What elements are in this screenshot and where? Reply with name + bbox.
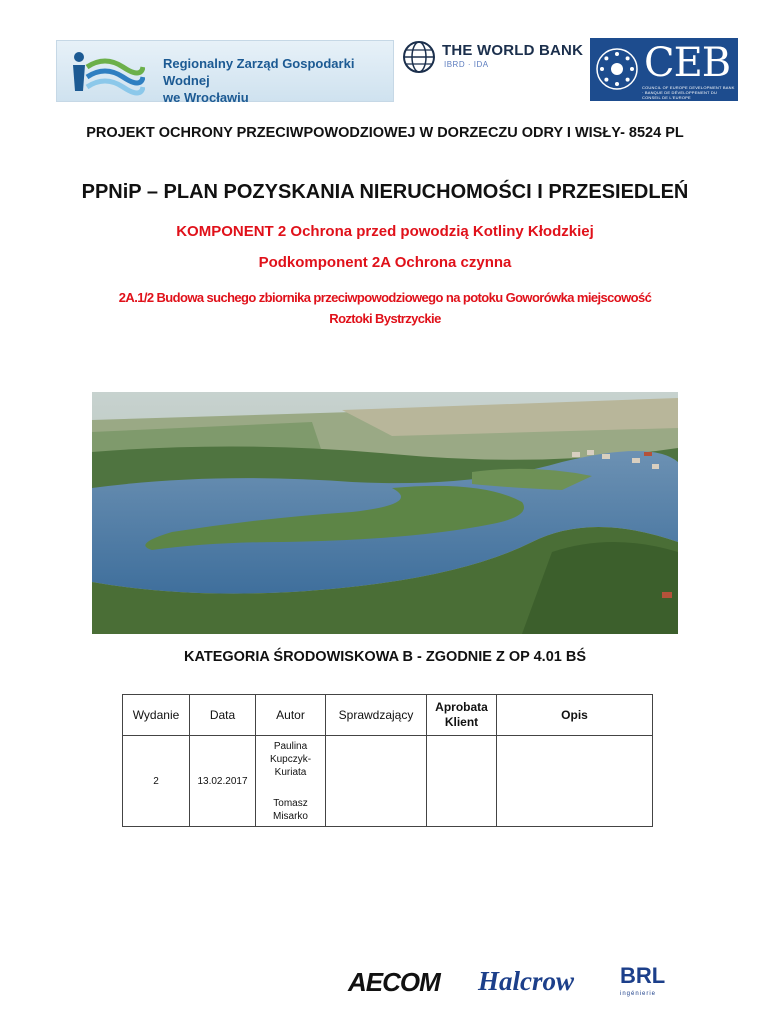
cell-aprobata [427, 736, 497, 827]
brl-logo-sub: ingénierie [620, 991, 657, 997]
project-title: PROJEKT OCHRONY PRZECIWPOWODZIOWEJ W DORZECZU ODRY I WISŁY- 8524 PL [86, 125, 684, 141]
world-bank-name: THE WORLD BANK [442, 42, 584, 59]
cell-sprawdzajacy [326, 736, 427, 827]
task-title [40, 287, 730, 329]
header-klient: Klient [444, 715, 479, 729]
world-bank-logo [402, 38, 584, 78]
header-data: Data [190, 695, 256, 736]
halcrow-logo: Halcrow [478, 966, 575, 996]
plan-title: PPNiP – PLAN POZYSKANIA NIERUCHOMOŚCI I PRZESIEDLEŃ [81, 181, 689, 203]
brl-logo-letters: BRL [620, 963, 666, 988]
rzgw-logo-text [163, 55, 393, 106]
author-1-line3: Kuriata [274, 766, 307, 778]
cell-wydanie: 2 [123, 736, 190, 827]
header-aprobata: Aprobata [435, 700, 488, 714]
author-1-line2: Kupczyk- [269, 753, 312, 765]
author-2-line1: Tomasz [273, 797, 308, 809]
rzgw-logo-line2: we Wrocławiu [163, 90, 249, 105]
cell-autor [256, 736, 326, 827]
brl-logo [618, 963, 678, 1003]
aecom-logo: AECOM [348, 967, 440, 997]
globe-icon [402, 40, 436, 74]
table-header-row [123, 695, 653, 736]
cell-opis [497, 736, 653, 827]
header-aprobata-klient [427, 695, 497, 736]
task-title-line2: Roztoki Bystrzyckie [329, 311, 441, 326]
header-wydanie: Wydanie [123, 695, 190, 736]
component-title: KOMPONENT 2 Ochrona przed powodzią Kotliny Kłodzkiej [176, 223, 594, 240]
ceb-logo [590, 38, 738, 101]
environmental-category: KATEGORIA ŚRODOWISKOWA B - ZGODNIE Z OP 4.01 BŚ [183, 649, 586, 665]
ceb-caption: COUNCIL OF EUROPE DEVELOPMENT BANK · BANQUE DE DÉVELOPPEMENT DU CONSEIL DE L'EUROPE [642, 85, 735, 100]
world-bank-sub: IBRD · IDA [444, 60, 489, 69]
rzgw-logo [56, 40, 394, 105]
aerial-reservoir-photo [92, 392, 678, 634]
rzgw-wave-icon [65, 47, 145, 97]
task-title-line1: 2A.1/2 Budowa suchego zbiornika przeciwpowodziowego na potoku Goworówka miejscowość [118, 290, 652, 305]
table-row [123, 736, 653, 827]
cell-data: 13.02.2017 [190, 736, 256, 827]
header-opis: Opis [497, 695, 653, 736]
ceb-star-circle-icon [594, 46, 640, 92]
subcomponent-title: Podkomponent 2A Ochrona czynna [258, 254, 512, 271]
revision-table [122, 694, 653, 827]
author-2-line2: Misarko [272, 810, 308, 822]
author-1-line1: Paulina [273, 740, 308, 752]
rzgw-logo-line1: Regionalny Zarząd Gospodarki Wodnej [163, 56, 355, 88]
header-autor: Autor [256, 695, 326, 736]
ceb-letters: CEB [644, 40, 731, 86]
header-sprawdzajacy: Sprawdzający [326, 695, 427, 736]
